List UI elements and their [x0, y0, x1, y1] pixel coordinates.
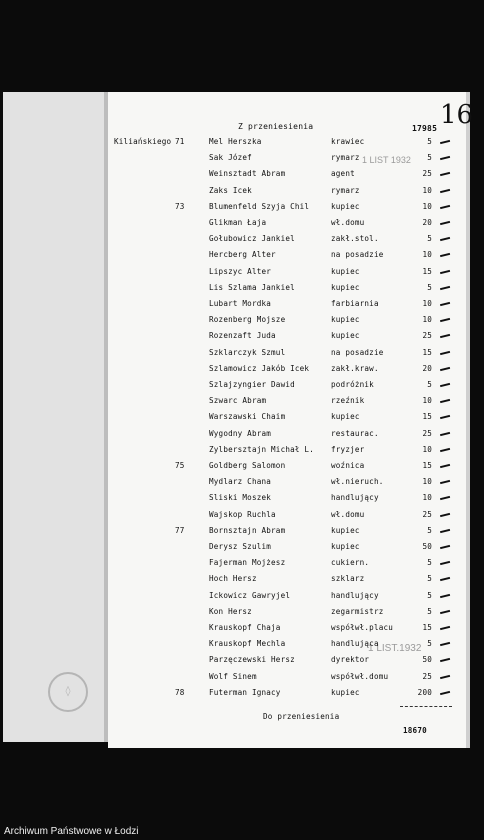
- ledger-row: [0, 153, 484, 169]
- ledger-row: [0, 607, 484, 623]
- occupation: na posadzie: [331, 250, 384, 260]
- ledger-row: [0, 526, 484, 542]
- occupation: rymarz: [331, 185, 360, 195]
- tax-amount: 5: [427, 639, 432, 649]
- tax-amount: 15: [422, 347, 432, 357]
- ledger-row: [0, 623, 484, 639]
- check-mark: [440, 674, 450, 678]
- check-mark: [440, 415, 450, 419]
- occupation: współwł.placu: [331, 623, 394, 632]
- person-name: Sak Józef: [209, 153, 252, 163]
- ledger-row: [0, 364, 484, 380]
- occupation: kupiec: [331, 542, 360, 551]
- tax-amount: 25: [422, 169, 432, 179]
- check-mark: [440, 188, 450, 192]
- tax-amount: 5: [427, 590, 432, 600]
- house-number: 71: [175, 137, 185, 146]
- check-mark: [440, 480, 450, 484]
- occupation: współwł.domu: [331, 671, 389, 681]
- tax-amount: 10: [422, 315, 432, 325]
- check-mark: [440, 610, 450, 614]
- ledger-row: [0, 250, 484, 266]
- ledger-row: [0, 510, 484, 526]
- occupation: handlujący: [331, 590, 379, 600]
- person-name: Derysz Szulim: [209, 542, 272, 551]
- check-mark: [440, 221, 450, 225]
- person-name: Szlajzyngier Dawid: [209, 380, 295, 389]
- ledger-row: [0, 234, 484, 250]
- person-name: Kon Hersz: [209, 606, 252, 616]
- person-name: Sliski Moszek: [209, 493, 272, 503]
- ledger-row: [0, 445, 484, 461]
- ledger-row: [0, 186, 484, 202]
- ledger-row: [0, 267, 484, 283]
- carry-forward-total: 18670: [403, 726, 427, 735]
- check-mark: [440, 496, 450, 500]
- occupation: dyrektor: [331, 655, 370, 665]
- person-name: Szklarczyk Szmul: [209, 347, 286, 357]
- check-mark: [440, 464, 450, 468]
- occupation: woźnica: [331, 461, 365, 470]
- occupation: kupiec: [331, 201, 360, 211]
- check-mark: [440, 545, 450, 549]
- check-mark: [440, 529, 450, 533]
- ledger-row: [0, 315, 484, 331]
- ledger-row: [0, 348, 484, 364]
- occupation: restaurac.: [331, 428, 379, 438]
- occupation: rymarz: [331, 153, 360, 163]
- check-mark: [440, 431, 450, 435]
- tax-amount: 5: [427, 606, 432, 616]
- ledger-row: [0, 542, 484, 558]
- person-name: Rozenberg Mojsze: [209, 315, 286, 325]
- street-name: Kiliańskiego: [114, 137, 172, 146]
- occupation: kupiec: [331, 331, 360, 341]
- occupation: farbiarnia: [331, 299, 379, 308]
- ledger-row: [0, 688, 484, 704]
- occupation: podróżnik: [331, 380, 374, 389]
- tax-amount: 20: [422, 363, 432, 373]
- occupation: krawiec: [331, 137, 365, 146]
- check-mark: [440, 448, 450, 452]
- occupation: szklarz: [331, 574, 365, 584]
- person-name: Zaks Icek: [209, 185, 252, 195]
- person-name: Gołubowicz Jankiel: [209, 234, 295, 244]
- house-number: 77: [175, 525, 185, 535]
- person-name: Blumenfeld Szyja Chil: [209, 201, 310, 211]
- house-number: 73: [175, 201, 185, 211]
- tax-amount: 5: [427, 282, 432, 292]
- check-mark: [440, 334, 450, 338]
- tax-amount: 25: [422, 671, 432, 681]
- tax-amount: 50: [422, 655, 432, 665]
- ledger-row: [0, 655, 484, 671]
- ledger-row: [0, 412, 484, 428]
- tax-amount: 25: [422, 331, 432, 341]
- person-name: Hercberg Alter: [209, 250, 276, 260]
- ledger-row: [0, 396, 484, 412]
- tax-amount: 10: [422, 444, 432, 454]
- tax-amount: 15: [422, 461, 432, 470]
- check-mark: [440, 642, 450, 646]
- person-name: Futerman Ignacy: [209, 687, 281, 697]
- tax-amount: 25: [422, 509, 432, 519]
- occupation: kupiec: [331, 315, 360, 325]
- person-name: Glikman Łaja: [209, 218, 267, 227]
- occupation: fryzjer: [331, 444, 365, 454]
- occupation: kupiec: [331, 525, 360, 535]
- occupation: wł.domu: [331, 509, 365, 519]
- person-name: Szwarc Abram: [209, 396, 267, 406]
- ledger-row: [0, 639, 484, 655]
- check-mark: [440, 237, 450, 241]
- tax-amount: 10: [422, 185, 432, 195]
- person-name: Rozenzaft Juda: [209, 331, 276, 341]
- occupation: na posadzie: [331, 347, 384, 357]
- occupation: wł.nieruch.: [331, 477, 384, 487]
- date-stamp-bottom: 1 LIST.1932: [368, 643, 422, 654]
- person-name: Bornsztajn Abram: [209, 525, 286, 535]
- tax-amount: 20: [422, 218, 432, 227]
- person-name: Lis Szlama Jankiel: [209, 282, 295, 292]
- occupation: kupiec: [331, 687, 360, 697]
- person-name: Ickowicz Gawryjel: [209, 590, 291, 600]
- occupation: kupiec: [331, 412, 360, 422]
- house-number: 78: [175, 687, 185, 697]
- carried-total: 17985: [412, 124, 438, 133]
- ledger-row: [0, 558, 484, 574]
- tax-amount: 15: [422, 412, 432, 422]
- check-mark: [440, 577, 450, 581]
- occupation: handlująca: [331, 639, 379, 649]
- tax-amount: 15: [422, 623, 432, 632]
- occupation: zakł.kraw.: [331, 363, 379, 373]
- check-mark: [440, 561, 450, 565]
- check-mark: [440, 156, 450, 160]
- check-mark: [440, 367, 450, 371]
- occupation: handlujący: [331, 493, 379, 503]
- person-name: Szlamowicz Jakób Icek: [209, 363, 310, 373]
- tax-amount: 10: [422, 201, 432, 211]
- check-mark: [440, 205, 450, 209]
- person-name: Wygodny Abram: [209, 428, 272, 438]
- check-mark: [440, 350, 450, 354]
- tax-amount: 5: [427, 558, 432, 568]
- ledger-row: [0, 672, 484, 688]
- archive-stamp-circle: ◊: [48, 672, 88, 712]
- person-name: Fajerman Mojżesz: [209, 558, 286, 568]
- person-name: Lubart Mordka: [209, 299, 272, 308]
- check-mark: [440, 140, 450, 144]
- ledger-row: [0, 574, 484, 590]
- occupation: zegarmistrz: [331, 606, 384, 616]
- person-name: Weinsztadt Abram: [209, 169, 286, 179]
- tax-amount: 10: [422, 299, 432, 308]
- check-mark: [440, 383, 450, 387]
- person-name: Lipszyc Alter: [209, 266, 272, 276]
- ledger-row: [0, 380, 484, 396]
- carry-forward-label: Do przeniesienia: [263, 712, 340, 721]
- ledger-row: [0, 137, 484, 153]
- tax-amount: 5: [427, 574, 432, 584]
- tax-amount: 10: [422, 477, 432, 487]
- page-title: Z przeniesienia: [238, 122, 314, 131]
- person-name: Mel Herszka: [209, 137, 262, 146]
- occupation: agent: [331, 169, 355, 179]
- check-mark: [440, 512, 450, 516]
- occupation: wł.domu: [331, 218, 365, 227]
- check-mark: [440, 658, 450, 662]
- ledger-row: [0, 218, 484, 234]
- tax-amount: 50: [422, 542, 432, 551]
- check-mark: [440, 286, 450, 290]
- house-number: 75: [175, 461, 185, 470]
- ledger-row: [0, 591, 484, 607]
- tax-amount: 15: [422, 266, 432, 276]
- occupation: kupiec: [331, 282, 360, 292]
- person-name: Wajskop Ruchla: [209, 509, 276, 519]
- tax-amount: 200: [417, 687, 432, 697]
- check-mark: [440, 318, 450, 322]
- person-name: Krauskopf Mechla: [209, 639, 286, 649]
- person-name: Hoch Hersz: [209, 574, 257, 584]
- person-name: Parzęczewski Hersz: [209, 655, 295, 665]
- check-mark: [440, 626, 450, 630]
- person-name: Mydlarz Chana: [209, 477, 272, 487]
- date-stamp-top: 1 LIST 1932: [362, 155, 411, 165]
- occupation: cukiern.: [331, 558, 370, 568]
- ledger-row: [0, 331, 484, 347]
- person-name: Goldberg Salomon: [209, 461, 286, 470]
- ledger-row: [0, 202, 484, 218]
- total-divider: [400, 706, 452, 707]
- check-mark: [440, 691, 450, 695]
- person-name: Krauskopf Chaja: [209, 623, 281, 632]
- occupation: kupiec: [331, 266, 360, 276]
- tax-amount: 5: [427, 153, 432, 163]
- check-mark: [440, 399, 450, 403]
- ledger-row: [0, 429, 484, 445]
- archive-label: Archiwum Państwowe w Łodzi: [4, 826, 139, 837]
- tax-amount: 5: [427, 137, 432, 146]
- tax-amount: 10: [422, 250, 432, 260]
- tax-amount: 5: [427, 525, 432, 535]
- ledger-row: [0, 169, 484, 185]
- occupation: rzeźnik: [331, 396, 365, 406]
- tax-amount: 10: [422, 493, 432, 503]
- ledger-row: [0, 283, 484, 299]
- person-name: Warszawski Chaim: [209, 412, 286, 422]
- person-name: Wolf Sinem: [209, 671, 257, 681]
- check-mark: [440, 172, 450, 176]
- tax-amount: 5: [427, 380, 432, 389]
- occupation: zakł.stol.: [331, 234, 379, 244]
- check-mark: [440, 269, 450, 273]
- ledger-row: [0, 493, 484, 509]
- ledger-row: [0, 299, 484, 315]
- tax-amount: 10: [422, 396, 432, 406]
- ledger-row: [0, 477, 484, 493]
- tax-amount: 5: [427, 234, 432, 244]
- check-mark: [440, 593, 450, 597]
- folio-number: 16: [440, 100, 474, 130]
- tax-amount: 25: [422, 428, 432, 438]
- person-name: Zylbersztajn Michał L.: [209, 444, 314, 454]
- check-mark: [440, 253, 450, 257]
- ledger-row: [0, 461, 484, 477]
- check-mark: [440, 302, 450, 306]
